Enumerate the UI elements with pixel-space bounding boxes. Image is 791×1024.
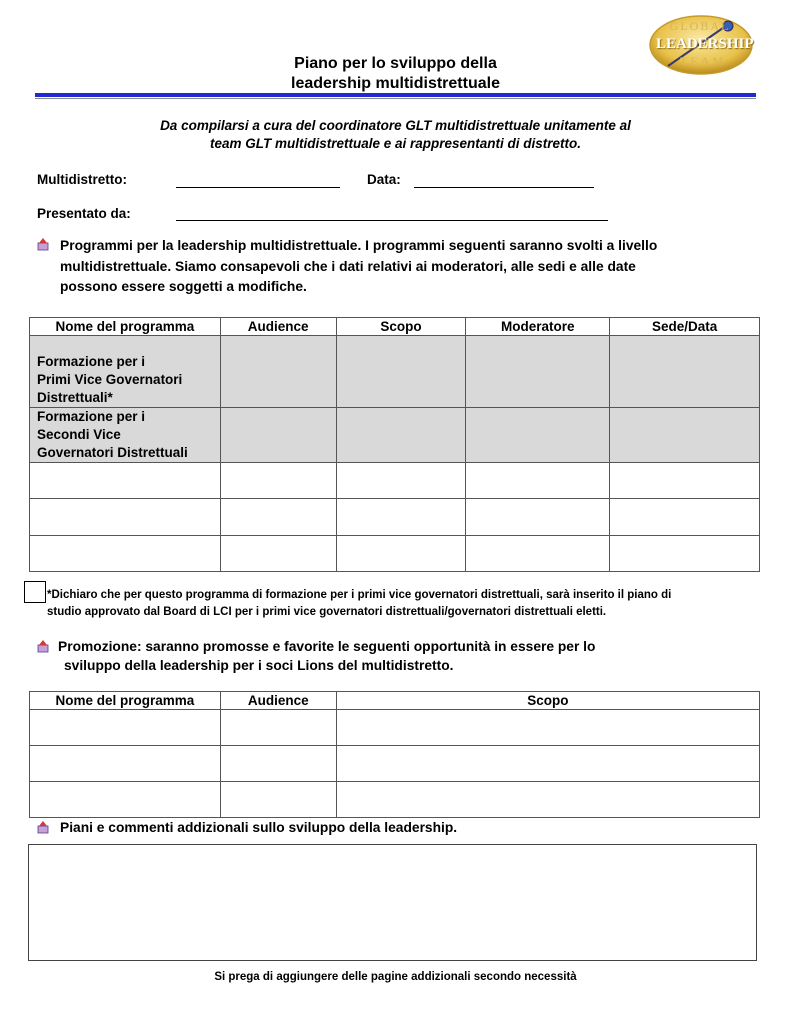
data-label: Data:: [367, 172, 401, 187]
table-row: [30, 746, 760, 782]
table-row: [30, 463, 760, 499]
table-row: [30, 710, 760, 746]
table-cell[interactable]: [466, 408, 610, 463]
multidistretto-label: Multidistretto:: [37, 172, 127, 187]
declaration-note-line2: studio approvato dal Board di LCI per i primi vice governatori distrettuali/governatori distrettuali eletti.: [47, 606, 607, 618]
table-cell[interactable]: [220, 499, 336, 536]
table-header-row: [30, 318, 760, 336]
col-header-nome: Nome del programma: [30, 692, 221, 710]
table-row: [30, 782, 760, 818]
table-cell[interactable]: [336, 746, 759, 782]
table-cell[interactable]: [220, 746, 336, 782]
table-cell[interactable]: [220, 710, 336, 746]
logo-bottom-text: TEAM: [680, 54, 726, 68]
multidistretto-field[interactable]: [176, 187, 340, 188]
table-cell[interactable]: [466, 499, 610, 536]
table-cell[interactable]: [336, 536, 466, 572]
table-header-row: [30, 692, 760, 710]
table-cell[interactable]: [610, 536, 760, 572]
table-cell[interactable]: [336, 499, 466, 536]
table-cell[interactable]: [336, 782, 759, 818]
section2-text-line2: sviluppo della leadership per i soci Lions del multidistretto.: [64, 658, 454, 673]
page-title-line1: Piano per lo sviluppo della: [294, 55, 497, 72]
col-header-audience: Audience: [220, 318, 336, 336]
table-cell[interactable]: [336, 336, 466, 408]
section1-text-line3: possono essere soggetti a modifiche.: [60, 279, 307, 294]
table-cell[interactable]: [30, 463, 221, 499]
table-cell[interactable]: [466, 536, 610, 572]
table-cell[interactable]: [30, 782, 221, 818]
col-header-nome: Nome del programma: [30, 318, 221, 336]
table-row: [30, 536, 760, 572]
col-header-scopo: Scopo: [336, 318, 466, 336]
footer-note: Si prega di aggiungere delle pagine addizionali secondo necessità: [214, 971, 577, 983]
presentato-label: Presentato da:: [37, 206, 131, 221]
logo-top-text: GLOBAL: [669, 19, 731, 33]
table-cell[interactable]: [336, 463, 466, 499]
bullet-arrow-icon: [37, 821, 49, 839]
section1-text-line1: Programmi per la leadership multidistrettuale. I programmi seguenti saranno svolti a livello: [60, 238, 658, 253]
presentato-field[interactable]: [176, 220, 608, 221]
instructions-line2: team GLT multidistrettuale e ai rappresentanti di distretto.: [209, 136, 582, 151]
table-cell[interactable]: [220, 536, 336, 572]
table-cell[interactable]: [610, 408, 760, 463]
table-cell[interactable]: [220, 408, 336, 463]
declaration-note-line1: *Dichiaro che per questo programma di formazione per i primi vice governatori distrettuali, sarà inserito il piano di: [47, 589, 672, 601]
table-cell[interactable]: [220, 463, 336, 499]
table-cell[interactable]: [220, 782, 336, 818]
table-cell[interactable]: [30, 499, 221, 536]
promotion-table: [29, 691, 760, 818]
logo-middle-text: LEADERSHIP: [656, 36, 754, 52]
table-cell[interactable]: [220, 336, 336, 408]
table-cell[interactable]: [336, 408, 466, 463]
title-divider-thin: [35, 98, 756, 99]
instructions-line1: Da compilarsi a cura del coordinatore GLT multidistrettuale unitamente al: [160, 118, 631, 133]
section2-text-line1: Promozione: saranno promosse e favorite le seguenti opportunità in essere per lo: [58, 639, 596, 654]
col-header-sede-data: Sede/Data: [610, 318, 760, 336]
col-header-audience: Audience: [220, 692, 336, 710]
bullet-arrow-icon: [37, 640, 49, 658]
table-cell[interactable]: [466, 463, 610, 499]
col-header-scopo: Scopo: [336, 692, 759, 710]
table-row: [30, 408, 760, 463]
table-cell[interactable]: [466, 336, 610, 408]
section3-text: Piani e commenti addizionali sullo sviluppo della leadership.: [60, 820, 458, 835]
table-cell[interactable]: [336, 710, 759, 746]
col-header-moderatore: Moderatore: [466, 318, 610, 336]
table-cell[interactable]: [30, 710, 221, 746]
programs-table: [29, 317, 760, 572]
table-row: [30, 499, 760, 536]
table-cell[interactable]: [30, 536, 221, 572]
table-cell[interactable]: [610, 463, 760, 499]
data-field[interactable]: [414, 187, 594, 188]
page-title-line2: leadership multidistrettuale: [291, 75, 500, 92]
program-name-cell: Formazione per i Primi Vice Governatori Distrettuali*: [30, 336, 221, 408]
table-cell[interactable]: [30, 746, 221, 782]
bullet-arrow-icon: [37, 238, 49, 256]
table-row: [30, 336, 760, 408]
section1-text-line2: multidistrettuale. Siamo consapevoli che i dati relativi ai moderatori, alle sedi e alle date: [60, 259, 636, 274]
program-name-cell: Formazione per i Secondi Vice Governatori Distrettuali: [30, 408, 221, 463]
table-cell[interactable]: [610, 499, 760, 536]
title-divider: [35, 93, 756, 97]
comments-textarea[interactable]: [28, 844, 757, 961]
table-cell[interactable]: [610, 336, 760, 408]
declaration-checkbox[interactable]: [24, 581, 46, 603]
